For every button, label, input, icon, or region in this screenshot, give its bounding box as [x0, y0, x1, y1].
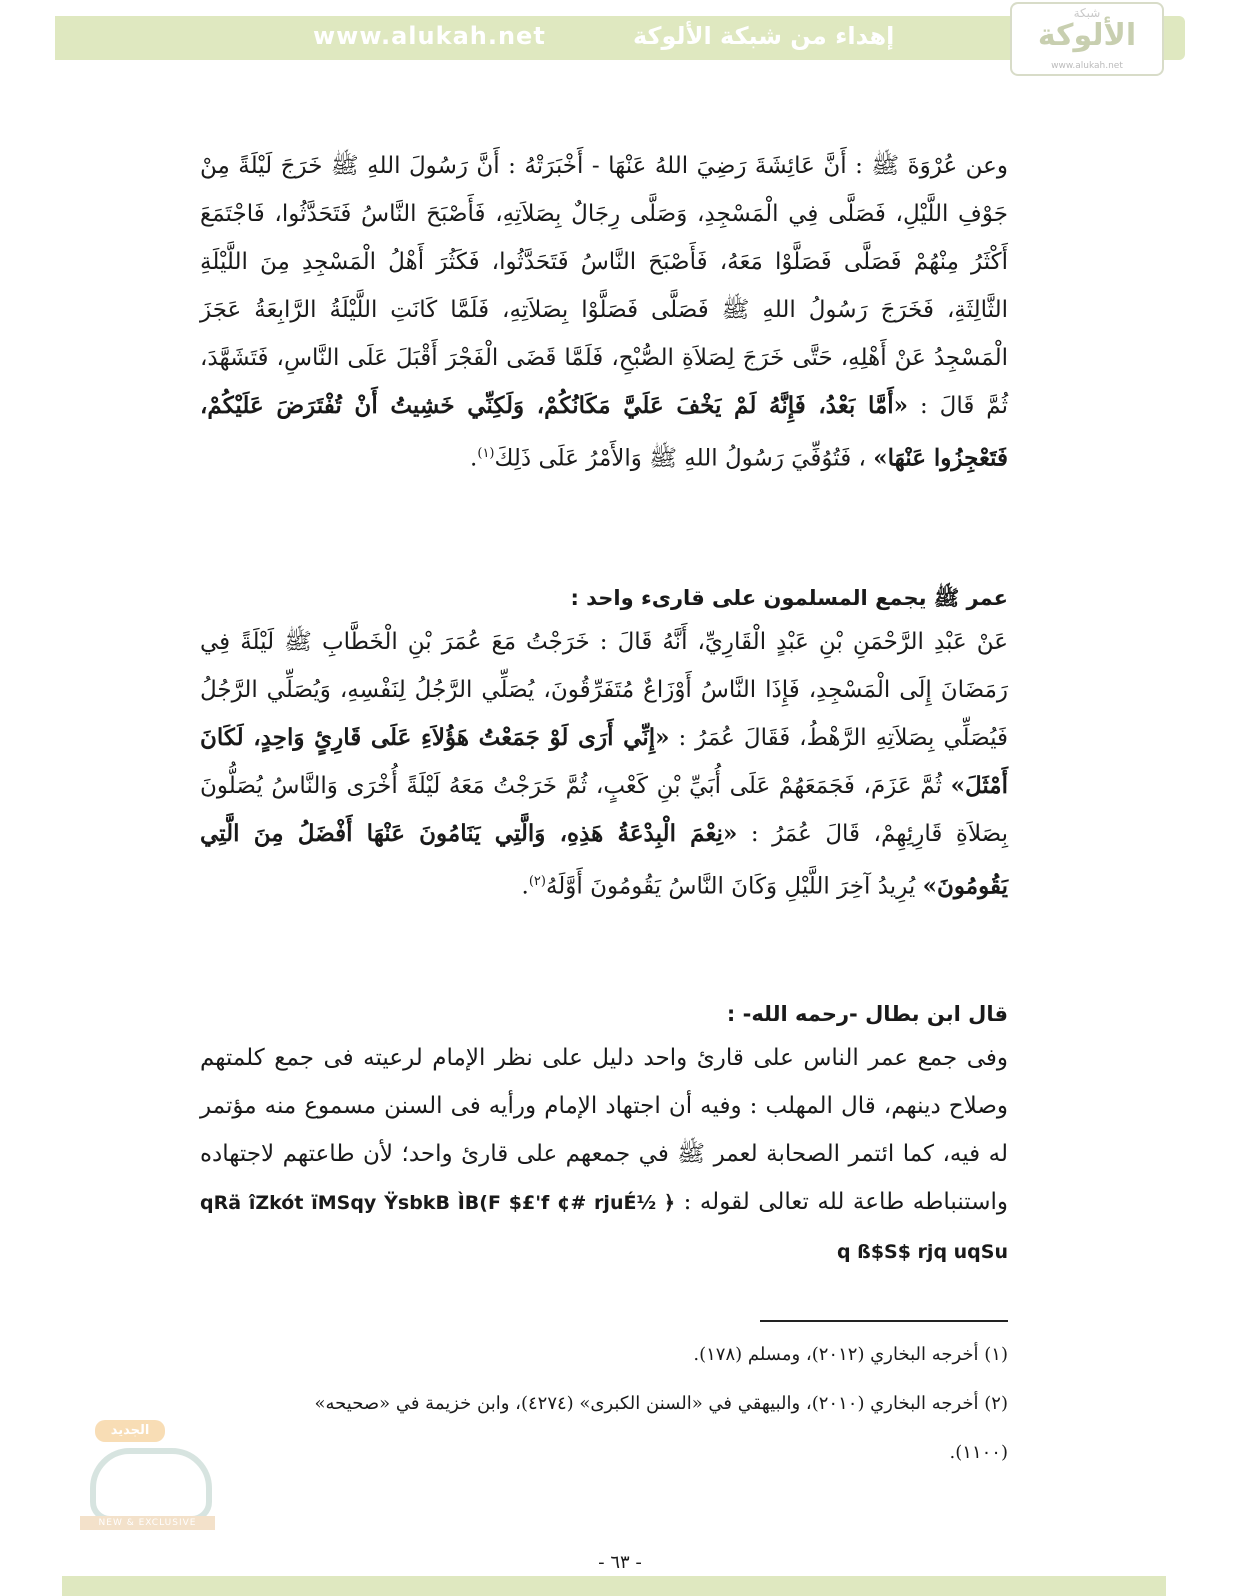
umar-text-start: عَنْ عَبْدِ الرَّحْمَنِ بْنِ عَبْدٍ الْقَارِيِّ، أَنَّهُ قَالَ : خَرَجْتُ مَعَ عُمَرَ بْنِ الْخَطَّابِ ﷺ لَيْلَةً فِي رَمَضَانَ إِلَى الْمَسْجِدِ، فَإِذَا النَّاسُ أَوْزَاعٌ مُتَفَرِّقُونَ، يُصَلِّي الرَّجُلُ لِنَفْسِهِ، وَيُصَلِّي الرَّجُلُ فَيُصَلِّي بِصَلاَتِهِ الرَّهْطُ، فَقَالَ عُمَرُ : — [200, 629, 1009, 751]
aisha-hadith-paragraph — [200, 142, 1008, 483]
prophet-quote: «أَمَّا بَعْدُ، فَإِنَّهُ لَمْ يَخْفَ عَلَيَّ مَكَانُكُمْ، وَلَكِنِّي خَشِيتُ أَنْ تُفْتَرَضَ عَلَيْكُمْ، فَتَعْجِزُوا عَنْهَا» — [200, 392, 1008, 472]
hadith-tail: . — [470, 445, 478, 472]
section-aisha-hadith — [200, 142, 1008, 483]
stamp-emblem — [90, 1448, 212, 1522]
footnote-ref-1: (١) — [477, 446, 495, 461]
section-ibn-battal — [200, 994, 1008, 1276]
garbled-verse: ﴿ ½qRä îZkót ïMSqy ŸsbkB ÌB(F $£'f ¢# rjuÉ q ß$S$ rjq uqSu — [200, 1192, 1008, 1263]
ibn-battal-paragraph — [200, 1034, 1008, 1276]
ibn-battal-text: وفى جمع عمر الناس على قارئ واحد دليل على نظر الإمام لرعيته فى جمع كلمتهم وصلاح دينهم، قال المهلب : وفيه أن اجتهاد الإمام ورأيه فى السنن مسموع منه مؤتمر له فيه، كما ائتمر الصحابة لعمر ﷺ في جمعهم على قارئ واحد؛ لأن طاعتهم لاجتهاده واستنباطه طاعة لله تعالى لقوله : — [200, 1045, 1008, 1215]
umar-quote-1: «إِنِّي أَرَى لَوْ جَمَعْتُ هَؤُلاَءِ عَلَى قَارِئٍ وَاحِدٍ، لَكَانَ أَمْثَلَ» — [200, 724, 1009, 799]
logo-top-text: شبكة — [1073, 6, 1101, 20]
footer-bar — [62, 1576, 1166, 1596]
site-url: www.alukah.net — [313, 22, 546, 50]
gift-text: إهداء من شبكة الألوكة — [633, 22, 895, 50]
footnote-1: (١) أخرجه البخاري (٢٠١٢)، ومسلم (١٧٨). — [693, 1344, 1008, 1365]
hadith-text: وعن عُرْوَةَ ﷺ : أَنَّ عَائِشَةَ رَضِيَ اللهُ عَنْهَا - أَخْبَرَتْهُ : أَنَّ رَسُولَ اللهِ ﷺ خَرَجَ لَيْلَةً مِنْ جَوْفِ اللَّيْلِ، فَصَلَّى فِي الْمَسْجِدِ، وَصَلَّى رِجَالٌ بِصَلاَتِهِ، فَأَصْبَحَ النَّاسُ فَتَحَدَّثُوا، فَاجْتَمَعَ أَكْثَرُ مِنْهُمْ فَصَلَّى فَصَلَّوْا مَعَهُ، فَأَصْبَحَ النَّاسُ فَتَحَدَّثُوا، فَكَثُرَ أَهْلُ الْمَسْجِدِ مِنَ اللَّيْلَةِ الثَّالِثَةِ، فَخَرَجَ رَسُولُ اللهِ ﷺ فَصَلَّى فَصَلَّوْا بِصَلاَتِهِ، فَلَمَّا كَانَتِ اللَّيْلَةُ الرَّابِعَةُ عَجَزَ الْمَسْجِدُ عَنْ أَهْلِهِ، حَتَّى خَرَجَ لِصَلاَةِ الصُّبْحِ، فَلَمَّا قَضَى الْفَجْرَ أَقْبَلَ عَلَى النَّاسِ، فَتَشَهَّدَ، ثُمَّ قَالَ : — [200, 153, 1009, 419]
page-number: - ٦٣ - — [598, 1552, 642, 1573]
footnote-2-continued: (١١٠٠). — [949, 1442, 1008, 1463]
umar-tail: . — [521, 873, 529, 900]
umar-text-end: يُرِيدُ آخِرَ اللَّيْلِ وَكَانَ النَّاسُ يَقُومُونَ أَوَّلَهُ — [545, 873, 916, 900]
umar-heading: عمر ﷺ يجمع المسلمون على قارىء واحد : — [570, 586, 1008, 610]
ibn-battal-heading: قال ابن بطال -رحمه الله- : — [726, 1002, 1008, 1026]
stamp-bottom-text: NEW & EXCLUSIVE — [80, 1516, 215, 1530]
umar-text-mid: ثُمَّ عَزَمَ، فَجَمَعَهُمْ عَلَى أُبَيِّ بْنِ كَعْبٍ، ثُمَّ خَرَجْتُ مَعَهُ لَيْلَةً أُخْرَى وَالنَّاسُ يُصَلُّونَ بِصَلاَةِ قَارِئِهِمْ، قَالَ عُمَرُ : — [200, 773, 1009, 847]
footnote-2: (٢) أخرجه البخاري (٢٠١٠)، والبيهقي في «السنن الكبرى» (٤٢٧٤)، وابن خزيمة في «صحيحه» — [314, 1393, 1008, 1414]
stamp-top-text: الجديد — [95, 1420, 165, 1442]
logo-main-text: الألوكة — [1037, 18, 1137, 53]
hadith-ending: ، فَتُوُفِّيَ رَسُولُ اللهِ ﷺ وَالأَمْرُ عَلَى ذَلِكَ — [494, 445, 866, 472]
umar-paragraph — [200, 618, 1008, 911]
footnote-ref-2: (٢) — [528, 874, 546, 889]
logo-url-text: www.alukah.net — [1051, 61, 1123, 71]
section-umar — [200, 578, 1008, 911]
umar-quote-2: «نِعْمَ الْبِدْعَةُ هَذِهِ، وَالَّتِي يَنَامُونَ عَنْهَا أَفْضَلُ مِنَ الَّتِي يَقُومُونَ» — [200, 820, 1008, 900]
alukah-logo — [1010, 2, 1164, 76]
footnote-divider — [760, 1320, 1008, 1322]
new-exclusive-stamp — [80, 1420, 215, 1530]
